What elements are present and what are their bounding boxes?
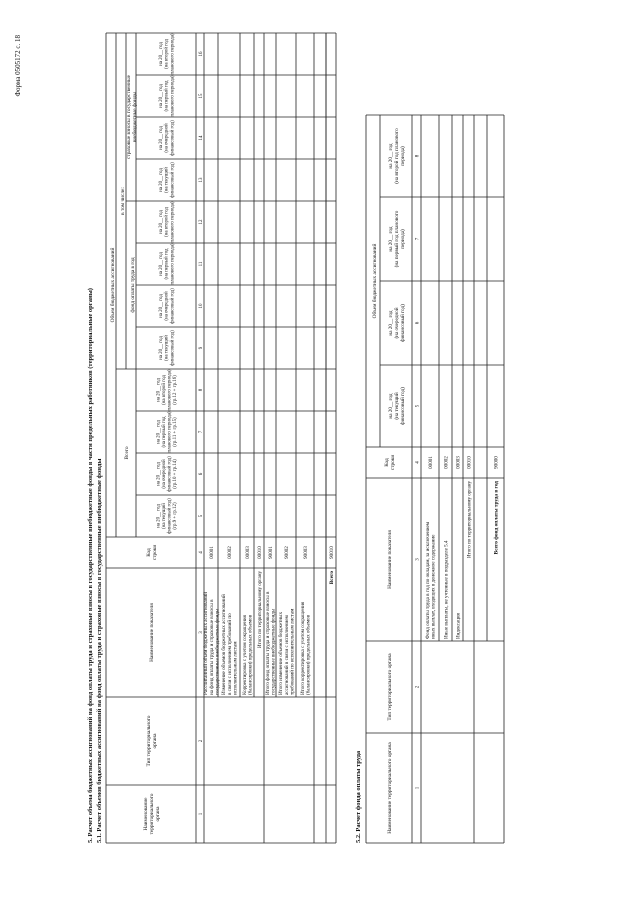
section-5-1-heading: 5.1. Расчет объемов бюджетных ассигнований на фонд оплаты труда и страховые взносы в государственные внебюджетные фонды xyxy=(96,458,103,843)
header-including: в том числе: xyxy=(119,187,126,215)
total-code: 90010 xyxy=(328,546,335,559)
row-code: 00003 xyxy=(455,456,462,469)
header-insurance: страховые взносы в государственныевнебюджетные фонды xyxy=(125,74,138,160)
header-period: на 20__ год(на очереднойфинансовый год)(гр.10 + гр.14) xyxy=(156,456,179,492)
header-period: на 20__ год(на текущийфинансовый год) xyxy=(159,330,176,366)
row-label: Фонд оплаты труда в год по окладам, за исключениеминых выплат, входящих в денежное содержание xyxy=(424,522,437,639)
column-number: 13 xyxy=(198,177,204,183)
row-label: Итого изменение объемов бюджетныхассигнований в связи с исполнениемтребований по исполнительным листам xyxy=(277,608,296,695)
column-number: 7 xyxy=(415,237,421,241)
column-number: 11 xyxy=(198,261,204,267)
row-label: Рассчитанный объем бюджетных ассигнованийна фонд оплаты труда и страховые взносы вгосударственные внебюджетные фонды xyxy=(202,592,221,695)
header-period: на 20__ год(на очереднойфинансовый год) xyxy=(159,288,176,324)
header-total: Всего xyxy=(123,446,130,460)
header-wage-fund: фонд оплаты труда в год xyxy=(129,257,136,313)
row-code: 00003 xyxy=(244,546,251,559)
total-label: Всего xyxy=(328,571,335,585)
header-territory-type: Тип территориальногооргана xyxy=(145,715,158,767)
header-period: на 20__ год(на первый годпланового периода) xyxy=(159,243,176,285)
row-code: 00001 xyxy=(427,456,434,469)
column-number: 7 xyxy=(198,430,204,434)
header-period: на 20__ год(на очереднойфинансовый год) xyxy=(387,304,406,342)
table-grid xyxy=(106,33,336,843)
row-code: 00001 xyxy=(208,546,215,559)
column-number: 3 xyxy=(198,631,204,634)
column-number: 8 xyxy=(198,388,204,392)
header-period: на 20__ год(на текущийфинансовый год) xyxy=(159,162,176,198)
row-label: Иные выплаты, не учтенные в подразделе 5.4 xyxy=(443,540,450,639)
row-code: 00010 xyxy=(466,456,473,469)
header-period: на 20__ год(на очереднойфинансовый год) xyxy=(159,120,176,156)
header-volume: Объем бюджетных ассигнований xyxy=(109,247,116,323)
row-code: 00002 xyxy=(226,546,233,559)
header-indicator: Наименование показателя xyxy=(148,603,155,662)
column-number: 4 xyxy=(415,461,421,464)
header-indicator: Наименование показателя xyxy=(386,530,393,589)
row-code: 00010 xyxy=(256,546,263,559)
row-label: Корректировка с учетом сокращения(балансировки) предельных объемов xyxy=(241,614,254,695)
header-volume: Объем бюджетных ассигнований xyxy=(371,243,378,319)
header-period: на 20__ год(на первый год плановогопериода) xyxy=(387,210,406,268)
table-text xyxy=(109,33,335,834)
column-number: 1 xyxy=(198,812,204,816)
row-label: Итого по территориальному органу xyxy=(466,481,473,559)
header-territory-type: Тип территориального органа xyxy=(386,653,393,721)
column-number: 15 xyxy=(198,93,204,99)
column-number: 3 xyxy=(415,558,421,561)
header-period: на 20__ год(на второй годпланового периода) xyxy=(159,33,176,75)
column-number: 5 xyxy=(415,404,421,408)
column-number: 9 xyxy=(198,346,204,350)
column-number: 12 xyxy=(198,219,204,225)
header-row-code: Кодстроки xyxy=(383,454,396,471)
row-code: 90001 xyxy=(267,546,274,559)
appropriations-table xyxy=(106,33,336,843)
row-label: Итого корректировка с учетом сокращения(балансировки) предельных объемов xyxy=(299,601,312,695)
column-number: 5 xyxy=(198,514,204,518)
header-period: на 20__ год(на первый годпланового периода)(гр.11 + гр.15) xyxy=(156,411,179,453)
column-number: 4 xyxy=(198,551,204,554)
section-5-2-heading: 5.2. Расчет фонда оплаты труда xyxy=(355,750,362,843)
row-label: Изменение объемов бюджетных ассигнованийв связи с исполнением требований поисполнительным листам xyxy=(220,594,239,695)
header-period: на 20__ год(на второй год плановогопериода) xyxy=(387,128,406,184)
table-grid xyxy=(366,115,504,843)
header-territory-name: Наименование территориального органа xyxy=(386,742,393,834)
form-code: Форма 0505172 с. 18 xyxy=(14,35,22,97)
row-label: Индексация xyxy=(455,613,462,639)
total-label: Всего фонд оплаты труда в год xyxy=(493,481,500,555)
column-number: 10 xyxy=(198,303,204,309)
section-5-heading: 5. Расчет объема бюджетных ассигнований на фонд оплаты труда и страховые взносы в государственные внебюджетные фонды в части предельных работников (территориальные органы) xyxy=(87,288,94,843)
header-territory-name: Наименованиетерриториальногооргана xyxy=(142,793,161,835)
row-code: 90002 xyxy=(283,546,290,559)
column-number: 2 xyxy=(198,739,204,743)
header-period: на 20__ год(на второй годпланового периода)(гр.12 + гр.16) xyxy=(156,369,179,411)
column-number: 14 xyxy=(198,135,204,141)
header-period: на 20__ год(на текущийфинансовый год) xyxy=(387,387,406,425)
wage-fund-table xyxy=(366,115,504,843)
column-number: 2 xyxy=(415,685,421,689)
total-code: 90000 xyxy=(493,456,500,469)
row-code: 90003 xyxy=(302,546,309,559)
row-label: Итого фонд оплаты труда и страховые взносы вгосударственные внебюджетные фонды xyxy=(264,591,277,695)
header-period: на 20__ год(на первый годпланового периода) xyxy=(159,75,176,117)
header-row-code: Кодстроки xyxy=(145,544,158,561)
header-period: на 20__ год(на текущийфинансовый год)(гр.9 + гр.12) xyxy=(156,498,179,534)
header-period: на 20__ год(на второй годпланового периода) xyxy=(159,201,176,243)
row-label: Итого по территориальному органу xyxy=(256,571,263,649)
row-code: 00002 xyxy=(443,456,450,469)
column-number: 1 xyxy=(415,786,421,790)
column-number: 6 xyxy=(415,321,421,325)
column-number: 16 xyxy=(198,51,204,57)
column-number: 8 xyxy=(415,154,421,158)
table-text xyxy=(371,128,500,834)
column-number: 6 xyxy=(198,472,204,476)
